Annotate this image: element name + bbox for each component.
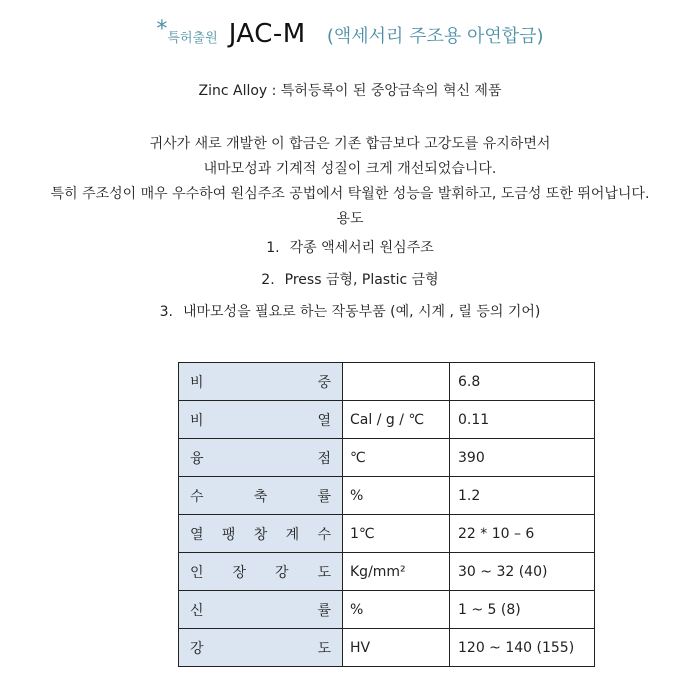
property-name-char: 점 <box>317 450 331 467</box>
property-name <box>190 524 331 544</box>
table-row <box>179 629 595 667</box>
property-name-char: 률 <box>317 602 331 619</box>
property-value: 1 ~ 5 (8) <box>450 591 595 629</box>
spec-table <box>178 362 595 667</box>
property-name <box>190 562 331 582</box>
property-name-cell <box>179 515 343 553</box>
table-row <box>179 477 595 515</box>
description-line: 내마모성과 기계적 성질이 크게 개선되었습니다. <box>203 161 497 177</box>
patent-badge: 특허출원 <box>167 31 218 46</box>
property-name-char: 창 <box>253 526 268 543</box>
property-value: 120 ~ 140 (155) <box>450 629 595 667</box>
property-name-char: 비 <box>190 374 204 391</box>
property-name-cell <box>179 591 343 629</box>
uses-heading: 용도 <box>336 211 364 227</box>
use-number: 1. <box>266 240 280 256</box>
table-row <box>179 591 595 629</box>
property-unit: HV <box>343 629 450 667</box>
property-name-char: 융 <box>190 450 204 467</box>
property-name-cell <box>179 629 343 667</box>
table-row <box>179 515 595 553</box>
tagline: Zinc Alloy : 특허등록이 된 중앙금속의 혁신 제품 <box>198 83 502 99</box>
property-name-cell <box>179 477 343 515</box>
property-name-cell <box>179 439 343 477</box>
property-name-char: 수 <box>190 488 204 505</box>
property-name <box>190 410 331 430</box>
property-name-char: 인 <box>190 564 204 581</box>
title-line <box>0 16 700 57</box>
property-unit: % <box>343 591 450 629</box>
description-line: 특히 주조성이 매우 우수하여 원심주조 공법에서 탁월한 성능을 발휘하고, 도금성 또한 뛰어납니다. <box>50 186 650 202</box>
use-text: 각종 액세서리 원심주조 <box>289 240 434 256</box>
property-value: 1.2 <box>450 477 595 515</box>
table-row <box>179 401 595 439</box>
table-row <box>179 553 595 591</box>
property-value: 30 ~ 32 (40) <box>450 553 595 591</box>
property-name <box>190 372 331 392</box>
page-title: JAC-M <box>228 19 306 49</box>
property-name-cell <box>179 553 343 591</box>
table-row <box>179 363 595 401</box>
use-item <box>0 301 700 333</box>
property-name-cell <box>179 401 343 439</box>
use-item <box>0 269 700 301</box>
property-name-char: 열 <box>317 412 331 429</box>
star-mark: * <box>156 17 168 42</box>
use-number: 3. <box>159 304 173 320</box>
page-subtitle: (액세서리 주조용 아연합금) <box>326 26 544 47</box>
property-name-char: 강 <box>274 564 289 581</box>
property-name-char: 강 <box>190 640 204 657</box>
property-name <box>190 486 331 506</box>
property-unit <box>343 363 450 401</box>
property-value: 0.11 <box>450 401 595 439</box>
property-name-cell <box>179 363 343 401</box>
property-name-char: 열 <box>190 526 204 543</box>
property-name-char: 도 <box>317 640 331 657</box>
property-name-char: 팽 <box>221 526 236 543</box>
property-name-char: 비 <box>190 412 204 429</box>
property-name-char: 수 <box>317 526 331 543</box>
property-name <box>190 448 331 468</box>
use-number: 2. <box>261 272 275 288</box>
property-name-char: 신 <box>190 602 204 619</box>
property-value: 22 * 10 – 6 <box>450 515 595 553</box>
property-value: 6.8 <box>450 363 595 401</box>
description-line: 귀사가 새로 개발한 이 합금은 기존 합금보다 고강도를 유지하면서 <box>149 136 551 152</box>
property-name-char: 도 <box>317 564 331 581</box>
property-name <box>190 600 331 620</box>
property-unit: ℃ <box>343 439 450 477</box>
property-name-char: 장 <box>232 564 247 581</box>
property-unit: % <box>343 477 450 515</box>
property-name-char: 축 <box>253 488 268 505</box>
property-name-char: 률 <box>317 488 331 505</box>
property-value: 390 <box>450 439 595 477</box>
property-name <box>190 638 331 658</box>
table-row <box>179 439 595 477</box>
use-text: 내마모성을 필요로 하는 작동부품 (예, 시계 , 릴 등의 기어) <box>182 304 541 320</box>
property-unit: Kg/mm² <box>343 553 450 591</box>
property-unit: Cal / g / ℃ <box>343 401 450 439</box>
property-unit: 1℃ <box>343 515 450 553</box>
use-item <box>0 237 700 269</box>
use-text: Press 금형, Plastic 금형 <box>284 272 439 288</box>
property-name-char: 계 <box>285 526 300 543</box>
uses-list <box>0 237 700 333</box>
property-name-char: 중 <box>317 374 331 391</box>
description <box>0 132 700 232</box>
